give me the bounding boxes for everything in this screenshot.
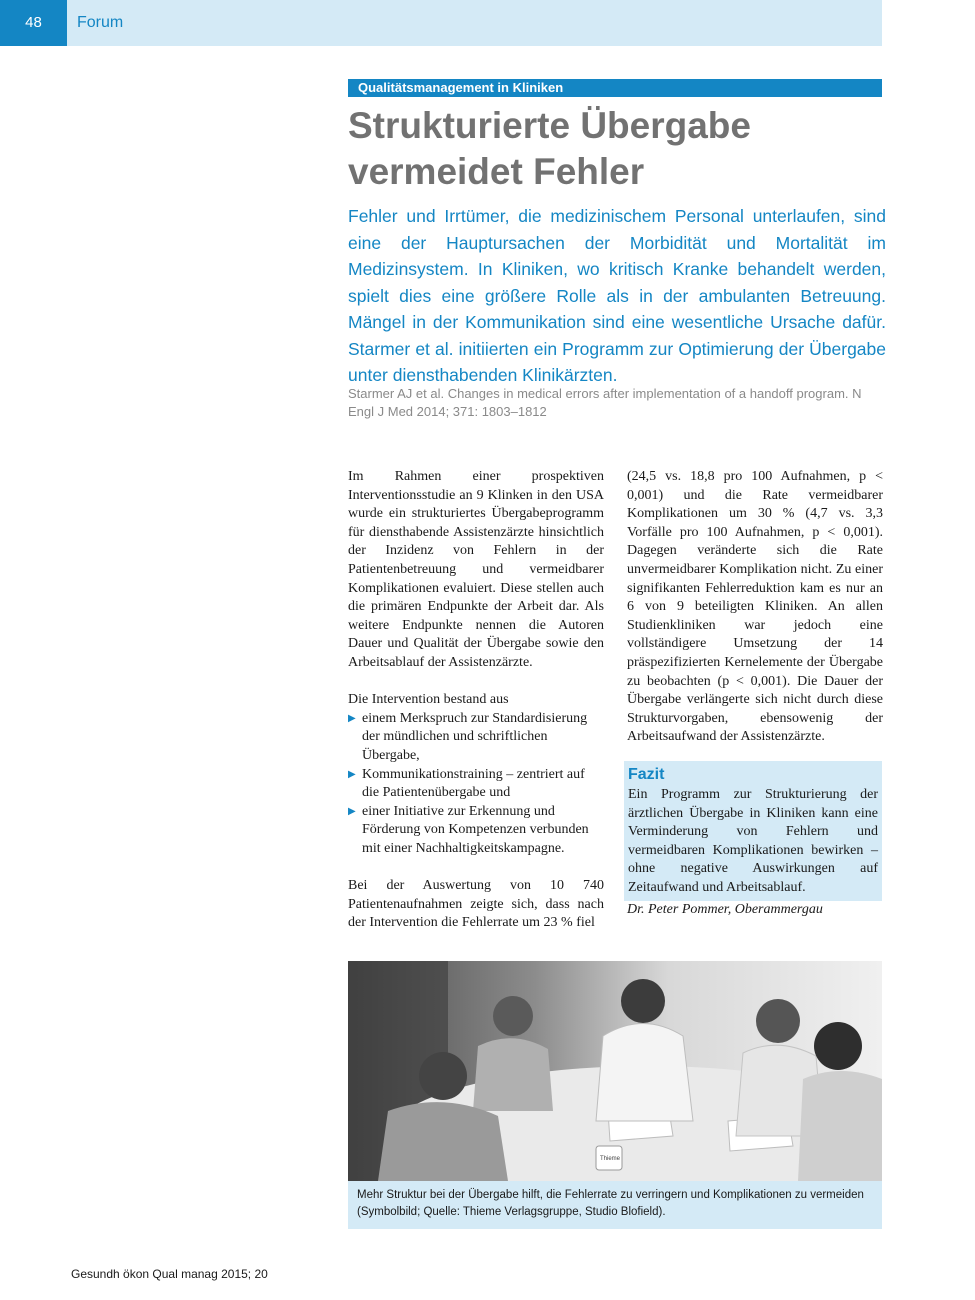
body-column-left	[348, 468, 604, 933]
page-number: 48	[0, 0, 67, 46]
article-reference: Starmer AJ et al. Changes in medical errors after implementation of a handoff program. N Engl J Med 2014; 371: 1803–1812	[348, 386, 862, 419]
header-bar	[0, 0, 882, 46]
list-item: ▶ einer Initiative zur Erkennung und Förderung von Kompetenzen verbunden mit einer Nachhaltigkeitskampagne.	[348, 803, 604, 859]
fazit-heading: Fazit	[628, 765, 665, 783]
body-paragraph: Bei der Auswertung von 10 740 Patientenaufnahmen zeigte sich, dass nach der Intervention die Fehlerrate um 23 % fiel	[348, 878, 604, 931]
list-item: ▶ Kommunikationstraining – zentriert auf die Patientenübergabe und	[348, 766, 604, 803]
body-paragraph: Im Rahmen einer prospektiven Interventionsstudie an 9 Klinken in den USA wurde ein strukturiertes Übergabeprogramm für diensthabende Assistenzärzte hinsichtlich der Inzidenz von Fehlern in der Patientenbetreuung und vermeidbarer Komplikationen evaluiert. Diese stellen auch die primären Endpunkte der Arbeit dar. Als weitere Endpunkte nennen die Autoren Dauer und Qualität der Übergabe sowie den Arbeitsablauf der Assistenzärzte.	[348, 469, 604, 670]
article-photo	[348, 961, 882, 1181]
mug-label: Thieme	[600, 1156, 621, 1162]
journal-footer: Gesundh ökon Qual manag 2015; 20	[71, 1267, 268, 1281]
list-item: ▶ einem Merkspruch zur Standardisierung der mündlichen und schriftlichen Übergabe,	[348, 710, 604, 766]
body-column-right	[627, 468, 883, 920]
intervention-intro: Die Intervention bestand aus	[348, 692, 509, 708]
article-title: Strukturierte Übergabe vermeidet Fehler	[348, 105, 751, 192]
fazit-box	[624, 761, 882, 902]
body-paragraph: (24,5 vs. 18,8 pro 100 Aufnahmen, p < 0,001) und die Rate vermeidbarer Komplikationen um 30 % (4,7 vs. 3,3 Vorfälle pro 100 Aufnahmen, p < 0,001). Dagegen veränderte sich die Rate unvermeidbarer Komplikation nicht. Zu einer signifikanten Fehlerreduktion kam es nur an 6 von 9 beteiligten Kliniken. An allen Studienkliniken war jedoch eine vollständigere Umsetzung der 14 präspezifizierten Kernelemente der Übergabe zu beobachten (p < 0,001). Die Dauer der Übergabe verlängerte sich nicht durch diese Strukturvorgaben, ebensowenig der Arbeitsaufwand der Assistenzärzte.	[627, 469, 883, 745]
article-lead: Fehler und Irrtümer, die medizinischem Personal unterlaufen, sind eine der Hauptursachen der Morbidität und Mortalität im Medizinsystem. In Kliniken, wo kritisch Kranke behandelt werden, spielt dies eine größere Rolle als in der ambulanten Betreuung. Mängel in der Kommunikation sind eine wesentliche Ursache dafür. Starmer et al. initiierten ein Programm zur Optimierung der Übergabe unter diensthabenden Klinikärzten.	[348, 206, 886, 385]
article-kicker: Qualitätsmanagement in Kliniken	[348, 79, 882, 97]
fazit-text: Ein Programm zur Strukturierung der ärztlichen Übergabe in Kliniken kann eine Verminderung von Fehlern und vermeidbaren Komplikationen bewirken – ohne negative Auswirkungen auf Zeitaufwand und Arbeitsablauf.	[628, 786, 878, 895]
intervention-list	[348, 710, 604, 859]
author-line: Dr. Peter Pommer, Oberammergau	[627, 902, 823, 918]
section-label: Forum	[77, 14, 124, 31]
photo-caption: Mehr Struktur bei der Übergabe hilft, die Fehlerrate zu verringern und Komplikationen zu vermeiden (Symbolbild; Quelle: Thieme Verlagsgruppe, Studio Blofield).	[348, 1181, 882, 1229]
